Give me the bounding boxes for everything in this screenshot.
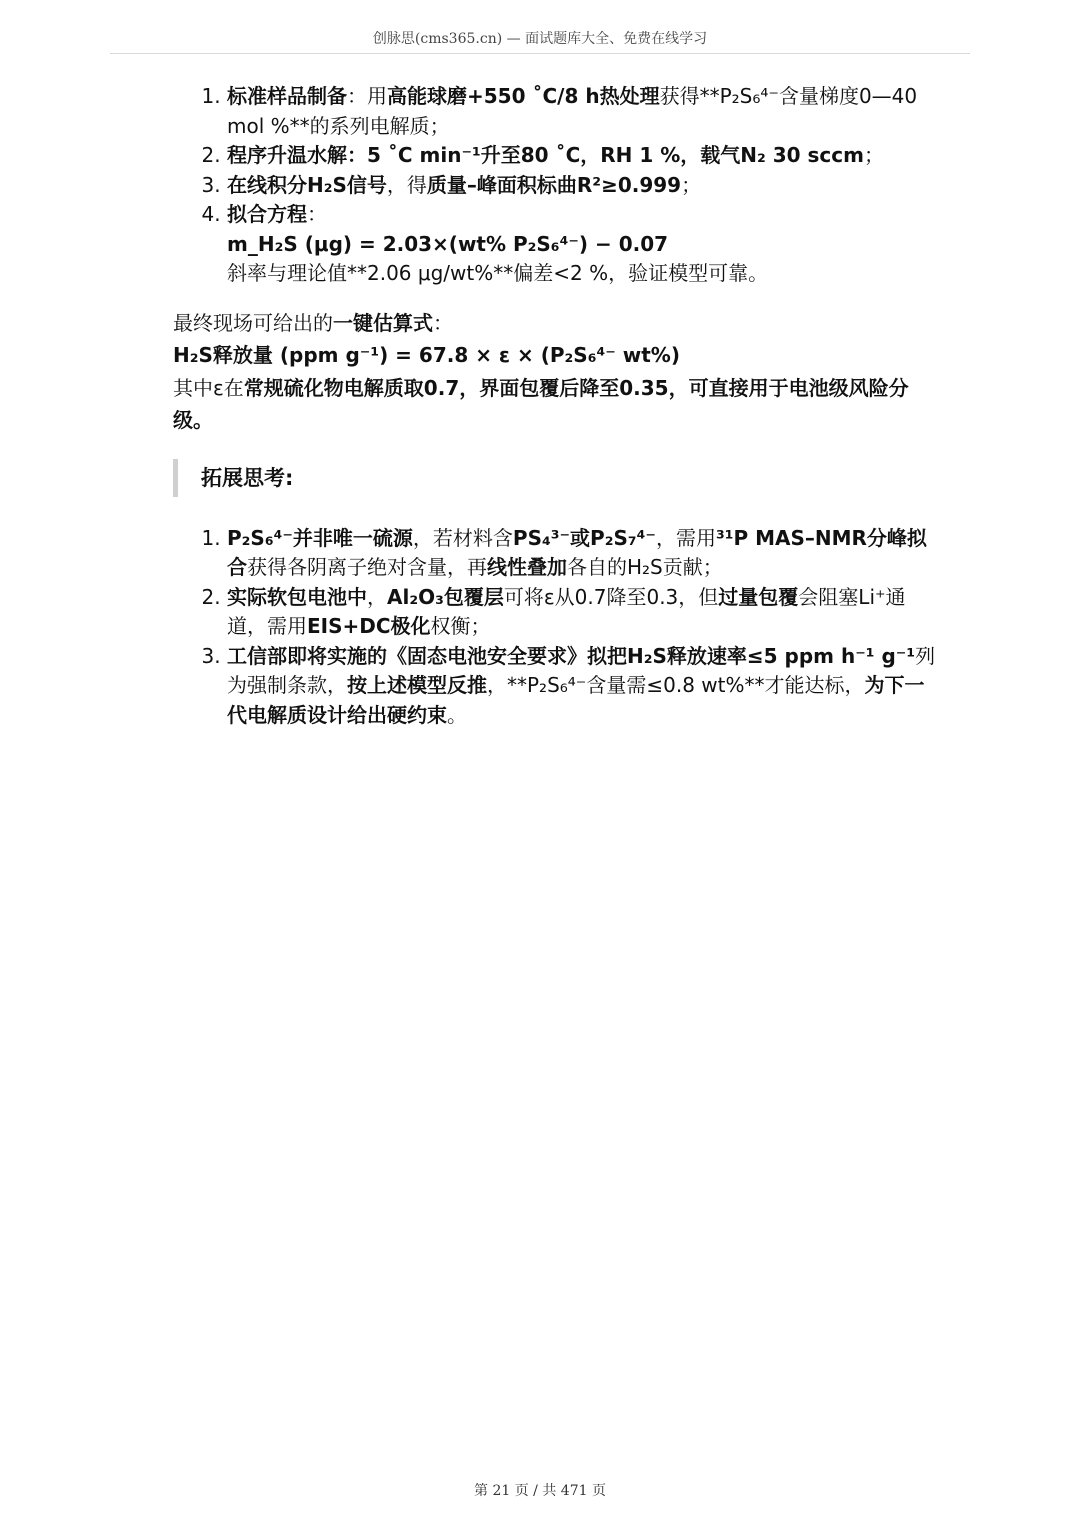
summary-section	[173, 307, 943, 437]
list-item: 1. 标准样品制备：用高能球磨+550 ˚C/8 h热处理获得**P₂S₆⁴⁻含量梯度0—40 mol %**的系列电解质；	[227, 82, 943, 141]
estimation-formula: H₂S释放量 (ppm g⁻¹) = 67.8 × ε × (P₂S₆⁴⁻ wt%)	[173, 343, 680, 367]
step-title: 标准样品制备	[227, 84, 347, 108]
page-header: 创脉思(cms365.cn) — 面试题库大全、免费在线学习	[372, 31, 708, 47]
summary-intro: 最终现场可给出的一键估算式：	[173, 310, 453, 335]
extension-list	[173, 524, 943, 731]
list-item: 2. 实际软包电池中，Al₂O₃包覆层可将ε从0.7降至0.3，但过量包覆会阻塞Li⁺通道，需用EIS+DC极化权衡；	[227, 583, 943, 642]
list-item: 1. P₂S₆⁴⁻并非唯一硫源，若材料含PS₄³⁻或P₂S₇⁴⁻，需用³¹P MAS–NMR分峰拟合获得各阴离子绝对含量，再线性叠加各自的H₂S贡献；	[227, 524, 943, 583]
header-divider	[110, 53, 970, 54]
step-emphasis: 高能球磨+550 ˚C/8 h热处理	[387, 84, 660, 108]
summary-note: 其中ε在常规硫化物电解质取0.7，界面包覆后降至0.35，可直接用于电池级风险分级。	[173, 375, 909, 432]
procedure-list	[173, 82, 943, 289]
list-item: 3. 在线积分H₂S信号，得质量–峰面积标曲R²≥0.999；	[227, 171, 943, 201]
validation-note: 斜率与理论值**2.06 μg/wt%**偏差<2 %，验证模型可靠。	[227, 261, 769, 285]
step-title: 在线积分H₂S信号	[227, 172, 387, 197]
list-item: 3. 工信部即将实施的《固态电池安全要求》拟把H₂S释放速率≤5 ppm h⁻¹ g⁻¹列为强制条款，按上述模型反推，**P₂S₆⁴⁻含量需≤0.8 wt%**才能达标，为下一代电解质设计给出硬约束。	[227, 642, 943, 731]
fit-equation: m_H₂S (μg) = 2.03×(wt% P₂S₆⁴⁻) − 0.07	[227, 231, 669, 256]
page-footer: 第 21 页 / 共 471 页	[474, 1483, 606, 1499]
list-item: 4. 拟合方程： m_H₂S (μg) = 2.03×(wt% P₂S₆⁴⁻) − 0.07 斜率与理论值**2.06 μg/wt%**偏差<2 %，验证模型可靠。	[227, 200, 943, 289]
step-emphasis: 质量–峰面积标曲R²≥0.999	[426, 172, 682, 197]
extension-heading: 拓展思考:	[173, 459, 943, 497]
step-title: 程序升温水解：5 ˚C min⁻¹升至80 ˚C，RH 1 %，载气N₂ 30 sccm	[227, 143, 864, 167]
step-title: 拟合方程	[227, 202, 307, 226]
document-body	[173, 82, 943, 730]
list-item: 2. 程序升温水解：5 ˚C min⁻¹升至80 ˚C，RH 1 %，载气N₂ 30 sccm；	[227, 141, 943, 171]
